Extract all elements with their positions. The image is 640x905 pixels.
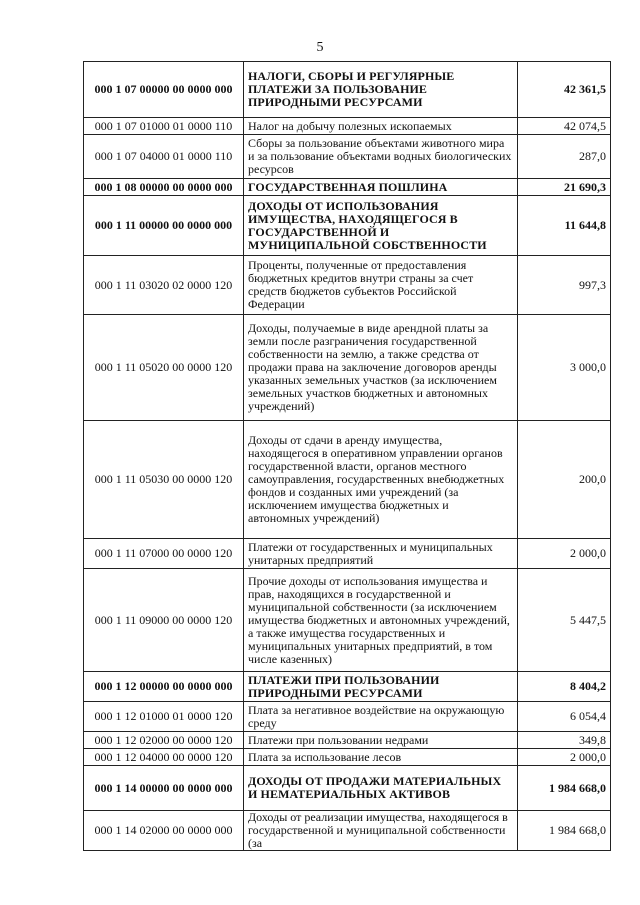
revenue-name-cell: Проценты, полученные от предоставления бюджетных кредитов внутри страны за счет средств бюджетов субъектов Российской Федерации — [244, 256, 518, 315]
table-row — [84, 118, 611, 135]
table-row — [84, 732, 611, 749]
budget-code-cell: 000 1 12 01000 01 0000 120 — [84, 702, 244, 732]
page-number: 5 — [316, 40, 324, 55]
table-body — [84, 62, 611, 851]
budget-code-cell: 000 1 07 04000 01 0000 110 — [84, 135, 244, 179]
revenue-name-cell: Доходы от реализации имущества, находящегося в государственной и муниципальной собственности (за — [244, 811, 518, 851]
amount-cell: 11 644,8 — [518, 196, 611, 256]
revenue-name-cell: ДОХОДЫ ОТ ИСПОЛЬЗОВАНИЯ ИМУЩЕСТВА, НАХОДЯЩЕГОСЯ В ГОСУДАРСТВЕННОЙ И МУНИЦИПАЛЬНОЙ СОБСТВЕННОСТИ — [244, 196, 518, 256]
budget-code-cell: 000 1 07 01000 01 0000 110 — [84, 118, 244, 135]
budget-code-cell: 000 1 11 05030 00 0000 120 — [84, 421, 244, 539]
revenue-name-cell: Прочие доходы от использования имущества и прав, находящихся в государственной и муниципальной собственности (за исключением имущества бюджетных и автономных учреждений, а также имущества государственных и муниципальных унитарных предприятий, в том числе казенных) — [244, 569, 518, 672]
budget-code-cell: 000 1 14 00000 00 0000 000 — [84, 766, 244, 811]
revenue-name-cell: ПЛАТЕЖИ ПРИ ПОЛЬЗОВАНИИ ПРИРОДНЫМИ РЕСУРСАМИ — [244, 672, 518, 702]
revenue-name-cell: Сборы за пользование объектами животного мира и за пользование объектами водных биологических ресурсов — [244, 135, 518, 179]
budget-code-cell: 000 1 08 00000 00 0000 000 — [84, 179, 244, 196]
revenue-name-cell: ДОХОДЫ ОТ ПРОДАЖИ МАТЕРИАЛЬНЫХ И НЕМАТЕРИАЛЬНЫХ АКТИВОВ — [244, 766, 518, 811]
revenue-name-cell: Доходы, получаемые в виде арендной платы за земли после разграничения государственной собственности на землю, а также средства от продажи права на заключение договоров аренды указанных земельных участков (за исключением земельных участков бюджетных и автономных учреждений) — [244, 315, 518, 421]
revenue-name-cell: ГОСУДАРСТВЕННАЯ ПОШЛИНА — [244, 179, 518, 196]
amount-cell: 200,0 — [518, 421, 611, 539]
table-row — [84, 135, 611, 179]
amount-cell: 349,8 — [518, 732, 611, 749]
table-row — [84, 702, 611, 732]
budget-code-cell: 000 1 11 00000 00 0000 000 — [84, 196, 244, 256]
budget-code-cell: 000 1 11 03020 02 0000 120 — [84, 256, 244, 315]
amount-cell: 3 000,0 — [518, 315, 611, 421]
budget-code-cell: 000 1 11 07000 00 0000 120 — [84, 539, 244, 569]
budget-code-cell: 000 1 12 00000 00 0000 000 — [84, 672, 244, 702]
amount-cell: 42 074,5 — [518, 118, 611, 135]
revenue-name-cell: Плата за использование лесов — [244, 749, 518, 766]
budget-code-cell: 000 1 12 02000 00 0000 120 — [84, 732, 244, 749]
table-row — [84, 256, 611, 315]
revenue-name-cell: Платежи от государственных и муниципальных унитарных предприятий — [244, 539, 518, 569]
revenue-name-cell: Плата за негативное воздействие на окружающую среду — [244, 702, 518, 732]
amount-cell: 5 447,5 — [518, 569, 611, 672]
amount-cell: 2 000,0 — [518, 539, 611, 569]
budget-code-cell: 000 1 07 00000 00 0000 000 — [84, 62, 244, 118]
revenue-name-cell: НАЛОГИ, СБОРЫ И РЕГУЛЯРНЫЕ ПЛАТЕЖИ ЗА ПОЛЬЗОВАНИЕ ПРИРОДНЫМИ РЕСУРСАМИ — [244, 62, 518, 118]
budget-code-cell: 000 1 12 04000 00 0000 120 — [84, 749, 244, 766]
budget-code-cell: 000 1 14 02000 00 0000 000 — [84, 811, 244, 851]
amount-cell: 997,3 — [518, 256, 611, 315]
amount-cell: 2 000,0 — [518, 749, 611, 766]
budget-revenue-table — [83, 61, 611, 851]
table-row — [84, 315, 611, 421]
amount-cell: 6 054,4 — [518, 702, 611, 732]
amount-cell: 21 690,3 — [518, 179, 611, 196]
table-row — [84, 539, 611, 569]
revenue-name-cell: Доходы от сдачи в аренду имущества, находящегося в оперативном управлении органов государственной власти, органов местного самоуправления, государственных внебюджетных фондов и созданных ими учреждений (за исключением имущества бюджетных и автономных учреждений) — [244, 421, 518, 539]
table-row — [84, 179, 611, 196]
table-row — [84, 62, 611, 118]
table-row — [84, 196, 611, 256]
amount-cell: 1 984 668,0 — [518, 811, 611, 851]
table-row — [84, 672, 611, 702]
revenue-name-cell: Налог на добычу полезных ископаемых — [244, 118, 518, 135]
table-row — [84, 569, 611, 672]
revenue-name-cell: Платежи при пользовании недрами — [244, 732, 518, 749]
budget-code-cell: 000 1 11 05020 00 0000 120 — [84, 315, 244, 421]
table-row — [84, 421, 611, 539]
budget-code-cell: 000 1 11 09000 00 0000 120 — [84, 569, 244, 672]
table-row — [84, 766, 611, 811]
amount-cell: 42 361,5 — [518, 62, 611, 118]
amount-cell: 1 984 668,0 — [518, 766, 611, 811]
amount-cell: 8 404,2 — [518, 672, 611, 702]
amount-cell: 287,0 — [518, 135, 611, 179]
table-row — [84, 749, 611, 766]
table-row — [84, 811, 611, 851]
